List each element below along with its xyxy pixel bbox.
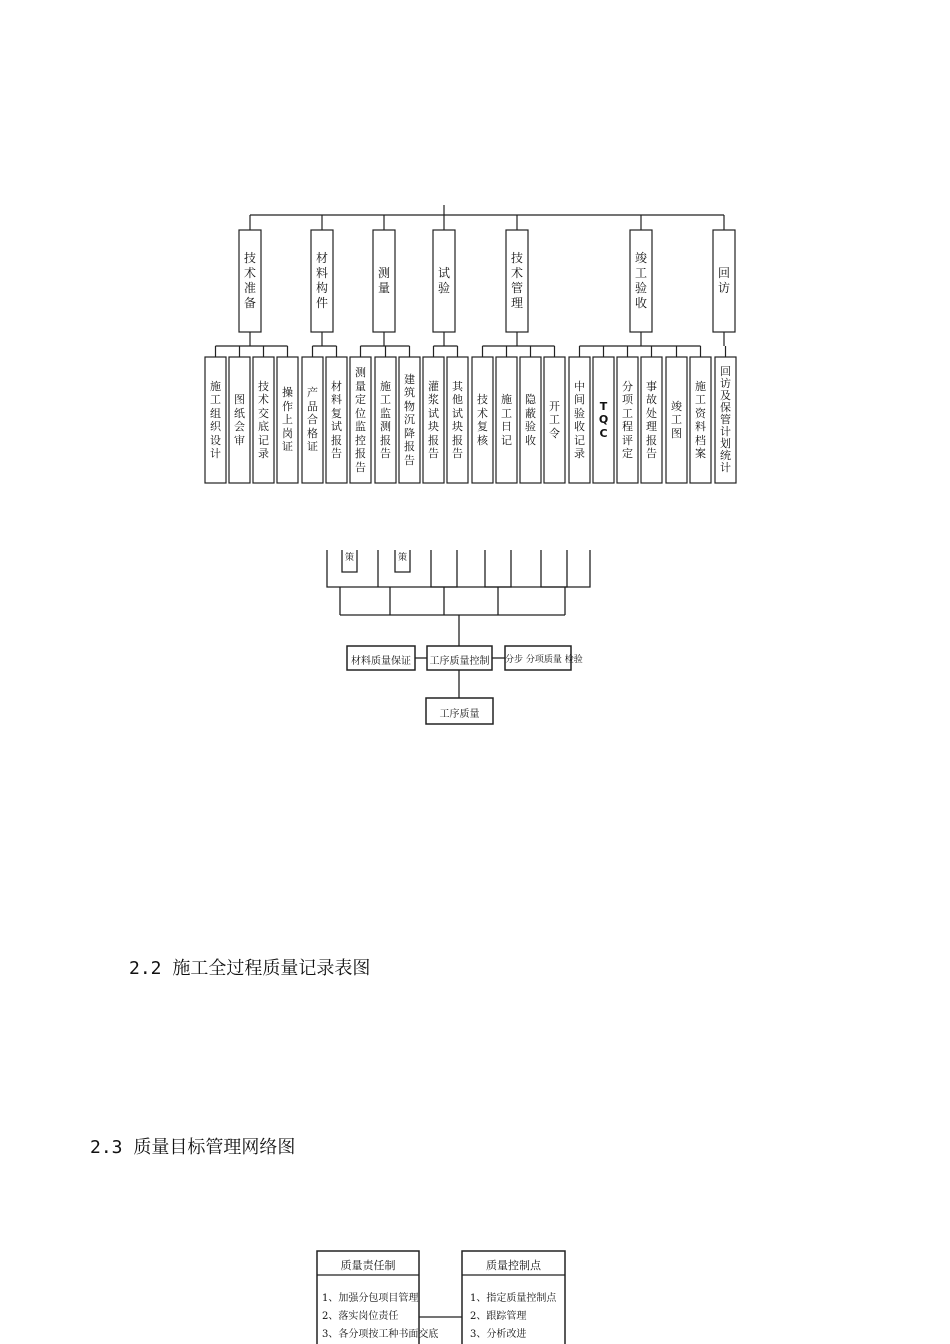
category-label: 测量 xyxy=(377,266,390,295)
heading-number: 2.3 xyxy=(90,1137,123,1158)
category-label: 竣工验收 xyxy=(634,251,647,310)
record-label: 施工日记 xyxy=(501,393,512,447)
record-label: 材料复试报告 xyxy=(331,379,342,460)
heading-text: 质量目标管理网络图 xyxy=(133,1137,296,1158)
control-point-item: 1、指定质量控制点 xyxy=(470,1293,557,1304)
category-label: 材料构件 xyxy=(315,251,328,310)
process-quality-control-label: 工序质量控制 xyxy=(429,656,490,667)
record-label: 开工令 xyxy=(549,399,560,440)
subdivision-inspection-label: 分步 分项质量 检验 xyxy=(505,655,583,665)
responsibility-item: 2、落实岗位责任 xyxy=(322,1311,399,1322)
heading-number: 2.2 xyxy=(129,958,162,979)
record-label: 测量定位监控报告 xyxy=(355,366,366,474)
record-label: 灌浆试块报告 xyxy=(428,379,439,460)
control-point-item: 3、分析改进 xyxy=(470,1329,527,1340)
record-label: 施工资料档案 xyxy=(695,379,706,460)
record-label: 隐蔽验收 xyxy=(525,393,536,447)
responsibility-title: 质量责任制 xyxy=(340,1259,396,1272)
record-label: 操作上岗证 xyxy=(282,386,293,454)
record-label: 竣工图 xyxy=(671,399,682,440)
category-label: 技术管理 xyxy=(510,251,523,310)
record-label: 事故处理报告 xyxy=(646,379,657,460)
partial-label: 策 xyxy=(397,553,407,563)
record-label: 其他试块报告 xyxy=(452,379,463,460)
responsibility-item: 1、加强分包项目管理 xyxy=(322,1293,419,1304)
record-label: 产品合格证 xyxy=(307,386,318,454)
record-label: 分项工程评定 xyxy=(622,379,633,460)
record-label: 回访及保管计划统计 xyxy=(720,365,731,474)
record-label: 中间验收记录 xyxy=(574,379,585,460)
record-label: 技术交底记录 xyxy=(258,379,269,460)
record-label: 施工监测报告 xyxy=(380,379,391,460)
record-label: 技术复核 xyxy=(477,393,488,447)
category-label: 技术准备 xyxy=(243,251,256,310)
category-label: 试验 xyxy=(437,266,450,295)
record-label: 建筑物沉降报告 xyxy=(404,372,415,467)
record-label: 施工组织设计 xyxy=(210,379,221,460)
category-label: 回访 xyxy=(717,266,730,295)
control-point-title: 质量控制点 xyxy=(486,1259,541,1272)
process-quality-label: 工序质量 xyxy=(439,709,480,720)
control-point-item: 2、跟踪管理 xyxy=(470,1311,527,1322)
responsibility-item: 3、各分项按工种书面交底 xyxy=(322,1329,439,1340)
record-label: TQC xyxy=(598,399,609,440)
material-quality-label: 材料质量保证 xyxy=(351,656,411,667)
heading-text: 施工全过程质量记录表图 xyxy=(172,958,371,979)
record-label: 图纸会审 xyxy=(234,393,245,447)
partial-label: 策 xyxy=(344,553,354,563)
